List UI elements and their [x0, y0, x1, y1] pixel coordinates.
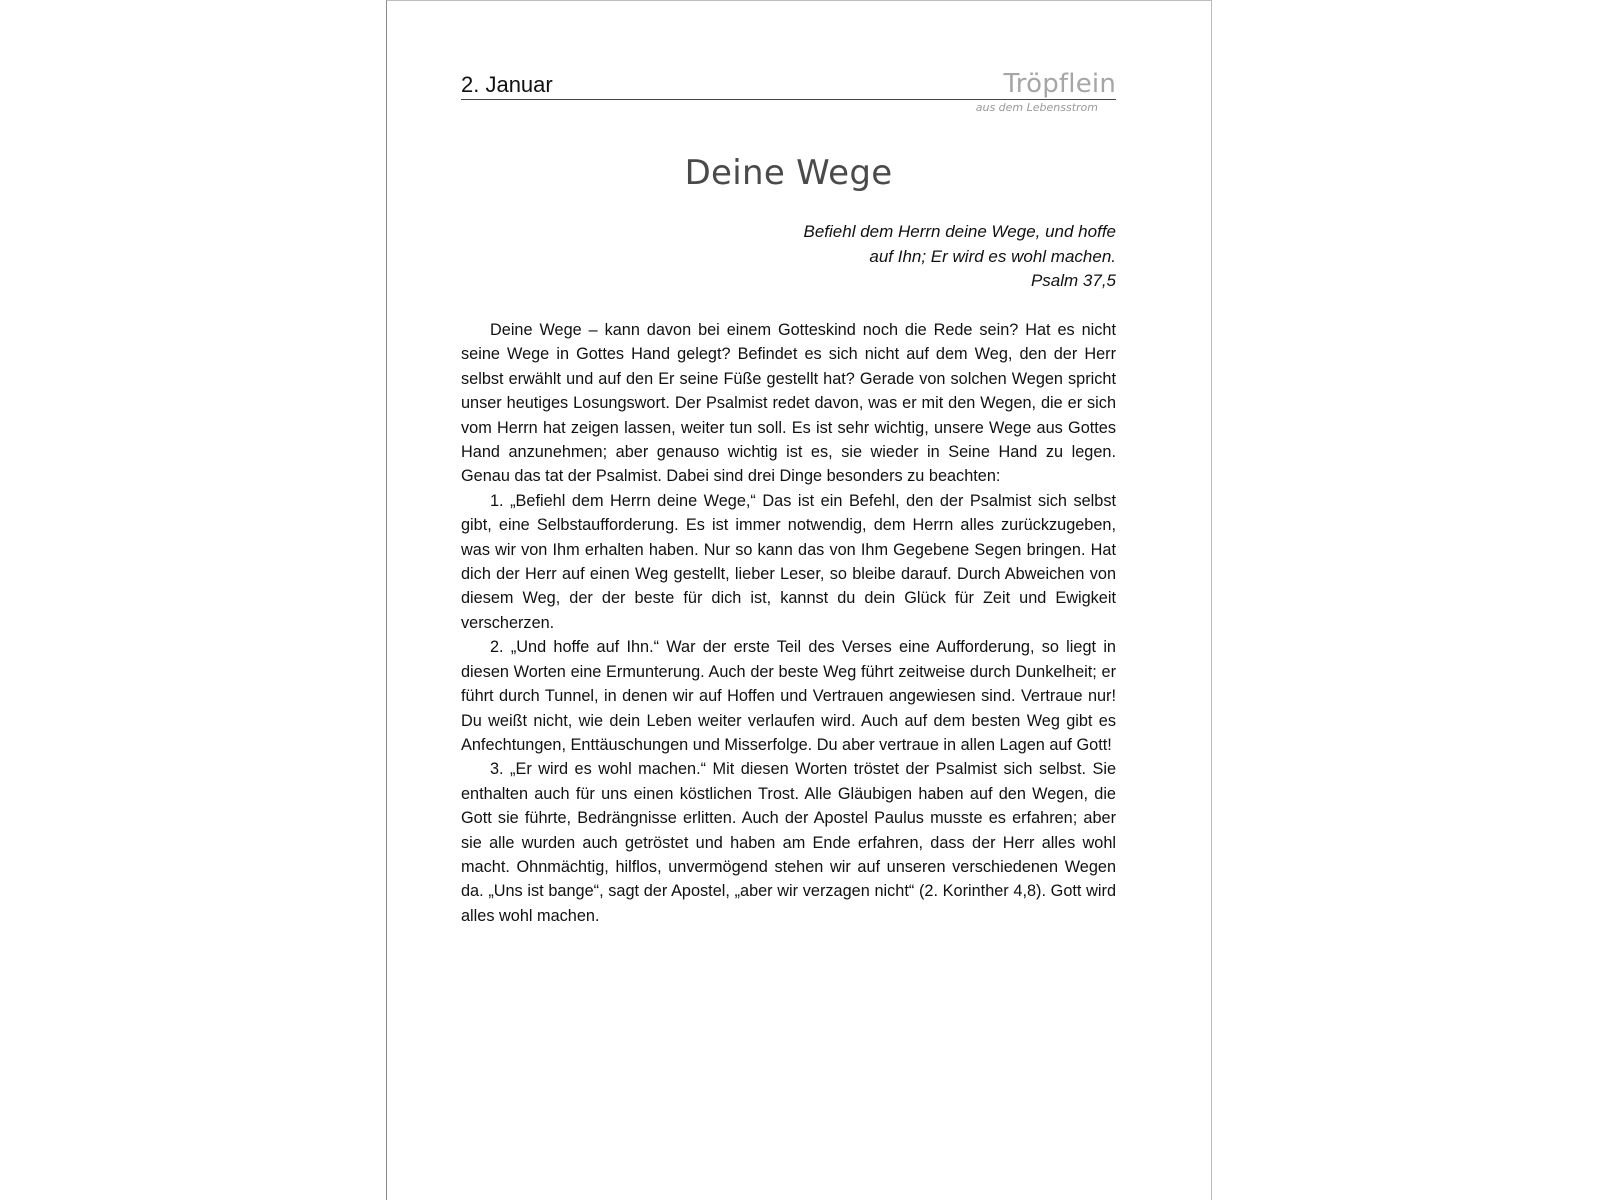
page-header: [461, 67, 1116, 100]
verse-reference: Psalm 37,5: [1030, 271, 1116, 290]
bible-verse: [696, 220, 1116, 294]
header-brand: Tröpflein: [1003, 69, 1116, 99]
paragraph-point-2: 2. „Und hoffe auf Ihn.“ War der erste Teil des Verses eine Aufforderung, so liegt in diesen Worten eine Ermunterung. Auch der beste Weg führt zeitweise durch Dunkelheit; er führt durch Tunnel, in denen wir auf Hoffen und Vertrauen angewiesen sind. Vertraue nur! Du weißt nicht, wie dein Leben weiter verlaufen wird. Auch auf dem besten Weg gibt es Anfechtungen, Enttäuschungen und Misserfolge. Du aber vertraue in allen Lagen auf Gott!: [461, 638, 1116, 754]
page-title: Deine Wege: [684, 153, 893, 193]
verse-line-2: auf Ihn; Er wird es wohl machen.: [869, 246, 1116, 266]
paragraph-intro: Deine Wege – kann davon bei einem Gotteskind noch die Rede sein? Hat es nicht seine Wege in Gottes Hand gelegt? Befindet es sich nicht auf dem Weg, den der Herr selbst erwählt und auf den Er seine Füße gestellt hat? Gerade von solchen Wegen spricht unser heutiges Losungswort. Der Psalmist redet davon, was er mit den Wegen, die er sich vom Herrn hat zeigen lassen, weiter tun soll. Es ist sehr wichtig, unsere Wege aus Gottes Hand anzunehmen; aber genauso wichtig ist es, sie wieder in Seine Hand zu legen. Genau das tat der Psalmist. Dabei sind drei Dinge besonders zu beachten:: [461, 321, 1116, 486]
paragraph-point-3: 3. „Er wird es wohl machen.“ Mit diesen Worten tröstet der Psalmist sich selbst. Sie enthalten auch für uns einen köstlichen Trost. Alle Gläubigen haben auf den Wegen, die Gott sie führte, Bedrängnisse erlitten. Auch der Apostel Paulus musste es erfahren; aber sie alle wurden auch getröstet und haben am Ende erfahren, dass der Herr alles wohl macht. Ohnmächtig, hilflos, unvermögend stehen wir auf unseren verschiedenen Wegen da. „Uns ist bange“, sagt der Apostel, „aber wir verzagen nicht“ (2. Korinther 4,8). Gott wird alles wohl machen.: [461, 760, 1116, 925]
body-text: [461, 318, 1116, 928]
verse-line-1: Befiehl dem Herrn deine Wege, und hoffe: [803, 222, 1116, 241]
header-brand-subtitle: aus dem Lebensstrom: [975, 101, 1098, 114]
paragraph-point-1: 1. „Befiehl dem Herrn deine Wege,“ Das ist ein Befehl, den der Psalmist sich selbst gibt, eine Selbstaufforderung. Es ist immer notwendig, dem Herrn alles zurückzugeben, was wir von Ihm erhalten haben. Nur so kann das von Ihm Gegebene Segen bringen. Hat dich der Herr auf einen Weg gestellt, lieber Leser, so bleibe darauf. Durch Abweichen von diesem Weg, der der beste für dich ist, kannst du dein Glück für Zeit und Ewigkeit verscherzen.: [461, 491, 1116, 632]
document-page: [386, 0, 1212, 1200]
header-date: 2. Januar: [461, 72, 553, 97]
